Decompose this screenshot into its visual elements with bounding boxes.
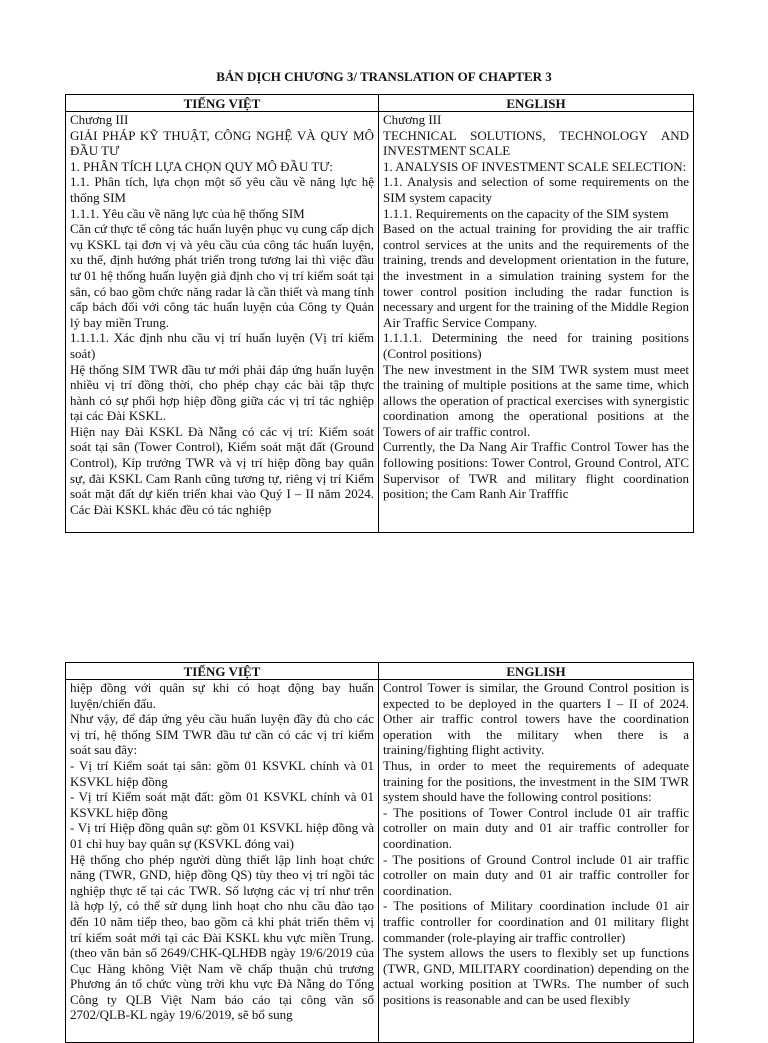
vietnamese-cell — [66, 680, 379, 1043]
paragraph: - Vị trí Hiệp đồng quân sự: gồm 01 KSVKL hiệp đồng và 01 chỉ huy bay quân sự (KSVKL đóng vai) — [70, 820, 374, 851]
translation-table-2 — [65, 662, 694, 1043]
table-row — [66, 112, 694, 533]
paragraph: The new investment in the SIM TWR system must meet the training of multiple positions at the same time, which allows the operation of practical exercises with synergistic coordination among the operational positions at the Towers of air traffic control. — [383, 361, 689, 439]
english-cell — [379, 112, 694, 533]
paragraph: TECHNICAL SOLUTIONS, TECHNOLOGY AND INVESTMENT SCALE — [383, 127, 689, 159]
vietnamese-text — [70, 680, 374, 1042]
header-vietnamese: TIẾNG VIỆT — [66, 663, 379, 680]
paragraph: - The positions of Ground Control include 01 air traffic cotroller on main duty and 01 air traffic controller for coordination. — [383, 851, 689, 898]
paragraph: 1.1.1. Yêu cầu về năng lực của hệ thống SIM — [70, 205, 305, 221]
paragraph: - The positions of Tower Control include 01 air traffic cotroller on main duty and 01 air traffic controller for coordination. — [383, 804, 689, 851]
paragraph: 1.1.1. Requirements on the capacity of the SIM system — [383, 205, 669, 221]
vietnamese-cell — [66, 112, 379, 533]
paragraph: - Vị trí Kiểm soát mặt đất: gồm 01 KSVKL chính và 01 KSVKL hiệp đồng — [70, 789, 374, 820]
paragraph: GIẢI PHÁP KỸ THUẬT, CÔNG NGHỆ VÀ QUY MÔ ĐẦU TƯ — [70, 127, 374, 159]
header-english: ENGLISH — [379, 663, 694, 680]
english-text — [383, 112, 689, 532]
paragraph: Căn cứ thực tế công tác huấn luyện phục vụ cung cấp dịch vụ KSKL tại đơn vị và yêu cầu của công tác huấn luyện, xu thế, định hướng phát triển trong tương lai thì việc đầu tư 01 hệ thống huấn luyện giả định cho vị trí kiểm soát tại sân, có bao gồm chức năng radar là cần thiết và mang tính cấp bách đối với công tác huấn luyện của Công ty Quản lý bay miền Trung. — [70, 221, 374, 330]
paragraph: - Vị trí Kiểm soát tại sân: gồm 01 KSVKL chính và 01 KSVKL hiệp đồng — [70, 757, 374, 789]
paragraph: - The positions of Military coordination include 01 air traffic controller for coordination and 01 military flight commander (role-playing air traffic controller) — [383, 898, 689, 945]
paragraph: hiệp đồng với quân sự khi có hoạt động bay huấn luyện/chiến đấu. — [70, 680, 374, 711]
paragraph: Chương III — [383, 112, 442, 127]
vietnamese-text — [70, 112, 374, 532]
paragraph: 1.1.1.1. Determining the need for training positions (Control positions) — [383, 330, 689, 361]
header-english: ENGLISH — [379, 95, 694, 112]
paragraph: Currently, the Da Nang Air Traffic Control Tower has the following positions: Tower Control, Ground Control, ATC Supervisor of TWR and military flight coordination position; the Cam Ranh Air Trafffic — [383, 439, 689, 502]
paragraph: Based on the actual training for providing the air traffic control services at the units and the requirements of the training, trends and development orientation in the future, the investment in a simulation training system for the tower control position including the radar function is necessary and urgent for the training of the Middle Region Air Traffic Service Company. — [383, 221, 689, 330]
paragraph: Như vậy, để đáp ứng yêu cầu huấn luyện đầy đủ cho các vị trí, hệ thống SIM TWR đầu tư cần có các vị trí kiểm soát sau đây: — [70, 711, 374, 758]
paragraph: Hệ thống SIM TWR đầu tư mới phải đáp ứng huấn luyện nhiều vị trí đồng thời, cho phép chạy các bài tập thực hành có sự phối hợp hiệp đồng giữa các vị trí tác nghiệp tại các Đài KSKL. — [70, 361, 374, 424]
header-vietnamese: TIẾNG VIỆT — [66, 95, 379, 112]
table-header-row — [66, 95, 694, 112]
paragraph: Chương III — [70, 112, 129, 127]
english-cell — [379, 680, 694, 1043]
paragraph: 1.1. Analysis and selection of some requirements on the SIM system capacity — [383, 174, 689, 205]
document-title: BẢN DỊCH CHƯƠNG 3/ TRANSLATION OF CHAPTER 3 — [216, 69, 552, 84]
table-row — [66, 680, 694, 1043]
paragraph: The system allows the users to flexibly set up functions (TWR, GND, MILITARY coordination) depending on the actual working position at TWRs. The number of such positions is reasonable and can be used flexibly — [383, 945, 689, 1007]
english-text — [383, 680, 689, 1042]
paragraph: Control Tower is similar, the Ground Control position is expected to be deployed in the quarters I – II of 2024. Other air traffic control towers have the coordination operation with the military when there is a training/fighting flight activity. — [383, 680, 689, 758]
paragraph: 1. ANALYSIS OF INVESTMENT SCALE SELECTION: — [383, 158, 687, 174]
paragraph: Thus, in order to meet the requirements of adequate training for the positions, the investment in the SIM TWR system should have the following control positions: — [383, 757, 689, 805]
paragraph: Hiện nay Đài KSKL Đà Nẵng có các vị trí: Kiểm soát soát tại sân (Tower Control), Kiểm soát mặt đất (Ground Control), Kíp trưởng TWR và vị trí hiệp đồng bay quân sự, đài KSKL Cam Ranh cũng tương tự, riêng vị trí Kiểm soát mặt đất dự kiến triển khai vào Quý I – II năm 2024. Các Đài KSKL khác đều có tác nghiệp — [70, 423, 374, 517]
translation-table-1 — [65, 94, 694, 533]
paragraph: 1.1. Phân tích, lựa chọn một số yêu cầu về năng lực hệ thống SIM — [70, 174, 374, 205]
paragraph: Hệ thống cho phép người dùng thiết lập linh hoạt chức năng (TWR, GND, hiệp đồng QS) tùy theo vị trí ngồi tác nghiệp thực tế tại các TWR. Số lượng các vị trí như trên là hợp lý, có thể sử dụng linh hoạt cho nhu cầu đào tạo đến 10 năm tiếp theo, bao gồm cả khi phát triển thêm vị trí kiểm soát mới tại các Đài KSKL khu vực miền Trung. (theo văn bản số 2649/CHK-QLHĐB ngày 19/6/2019 của Cục Hàng không Việt Nam về chấp thuận chủ trương Phương án tổ chức vùng trời khu vực Đà Nẵng do Tổng Công ty QLB Việt Nam báo cáo tại công văn số 2702/QLB-KL ngày 19/6/2019, sẽ bổ sung — [70, 851, 374, 1023]
paragraph: 1. PHÂN TÍCH LỰA CHỌN QUY MÔ ĐẦU TƯ: — [70, 158, 333, 174]
table-header-row — [66, 663, 694, 680]
paragraph: 1.1.1.1. Xác định nhu cầu vị trí huấn luyện (Vị trí kiểm soát) — [70, 330, 374, 361]
